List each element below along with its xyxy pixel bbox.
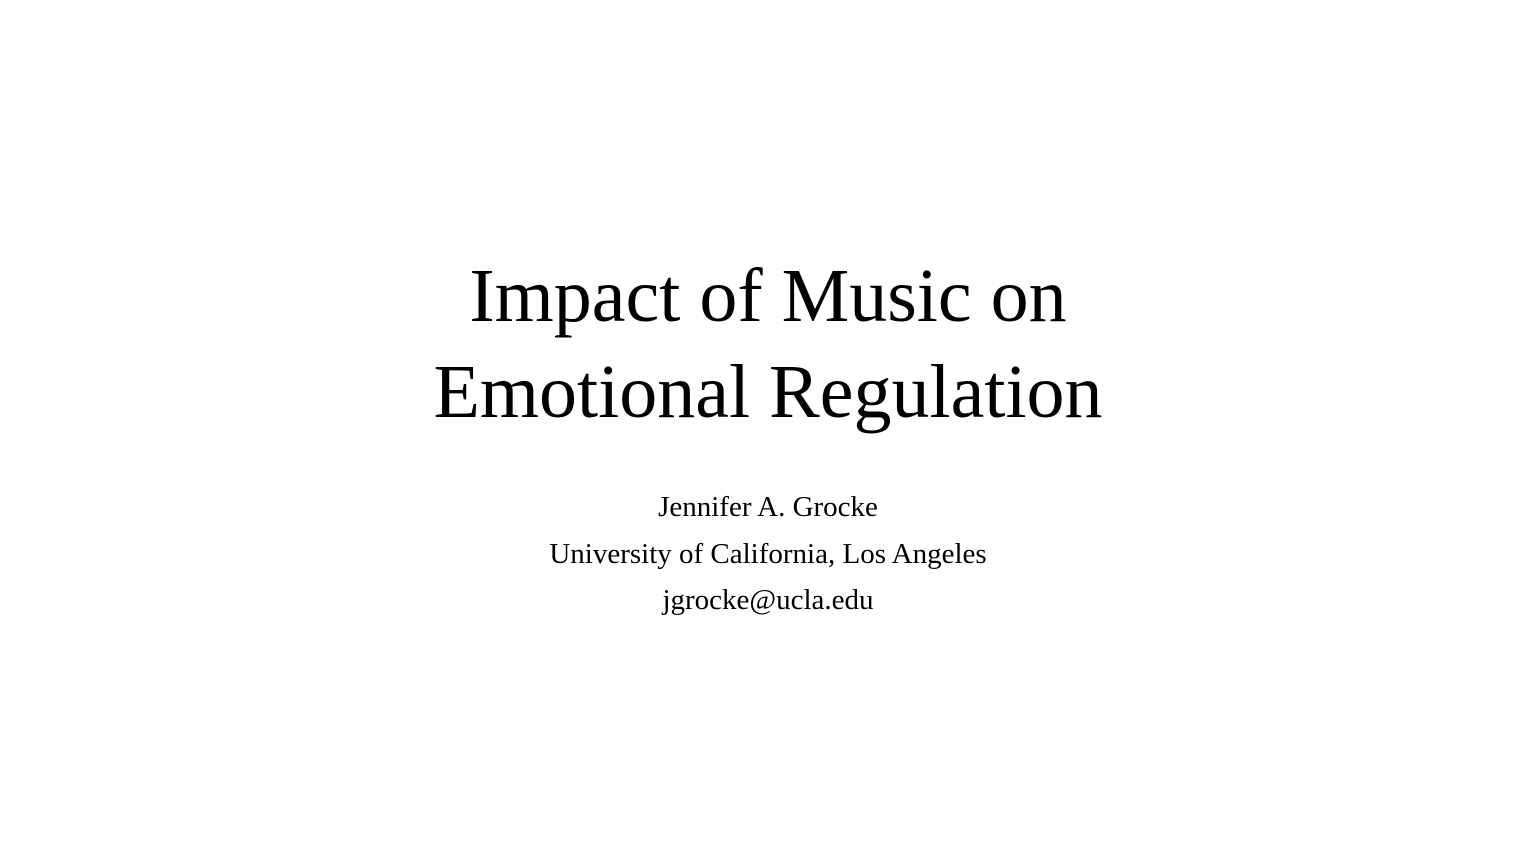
author-affiliation: University of California, Los Angeles	[549, 537, 987, 570]
slide-title	[0, 248, 1536, 440]
title-line-1: Impact of Music on	[469, 254, 1067, 338]
author-email: jgrocke@ucla.edu	[662, 584, 874, 616]
author-name: Jennifer A. Grocke	[658, 491, 878, 523]
slide-subtitle	[0, 484, 1536, 624]
title-line-2: Emotional Regulation	[433, 350, 1103, 434]
